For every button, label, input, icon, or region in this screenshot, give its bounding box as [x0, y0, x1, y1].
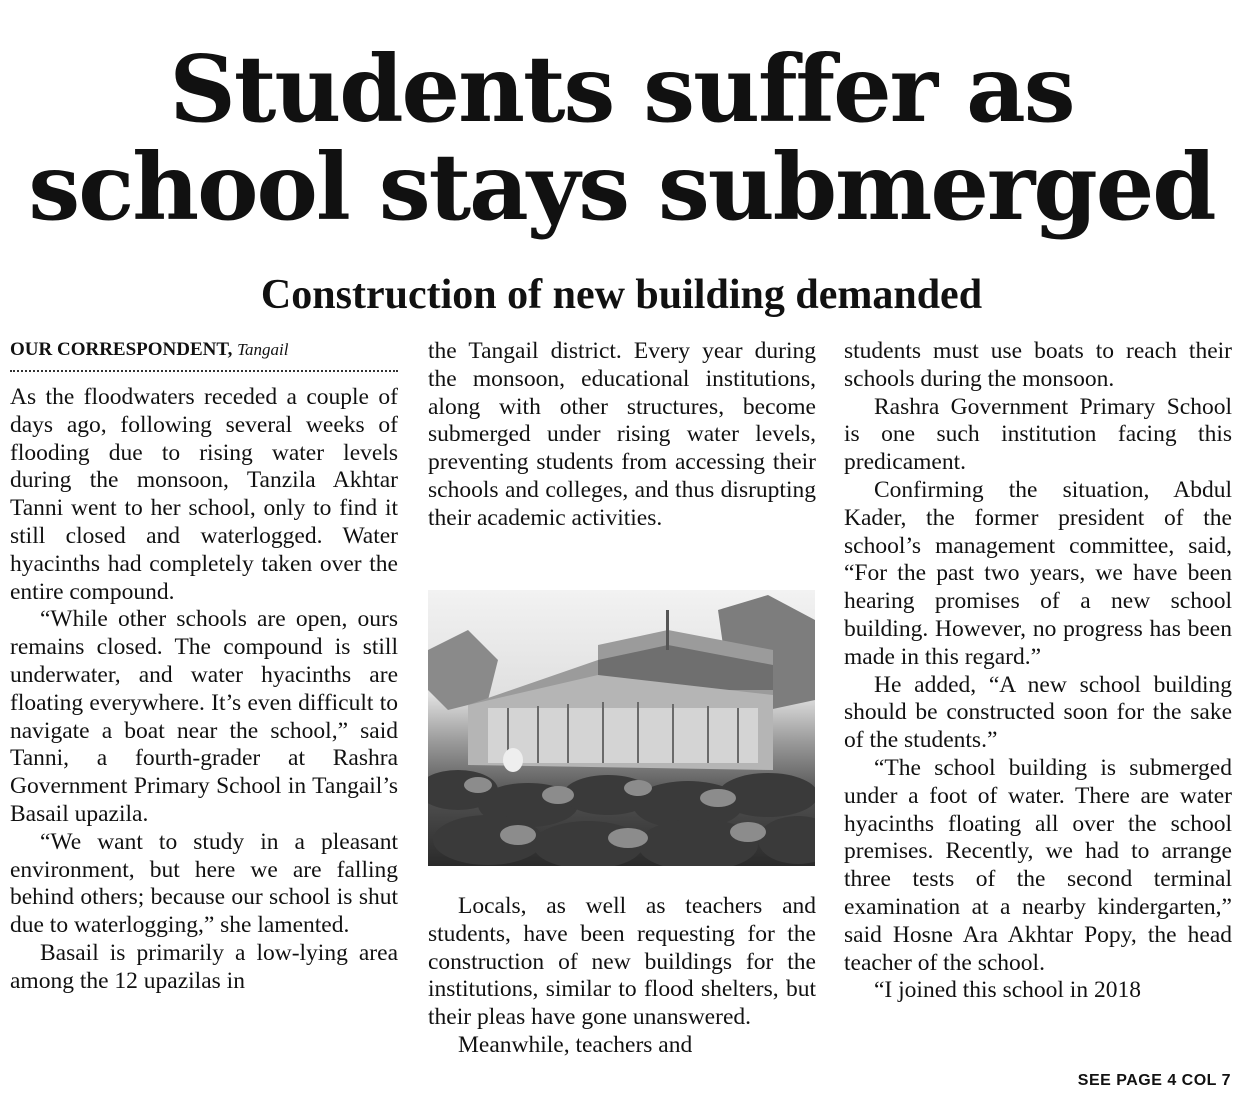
byline-author: OUR CORRESPONDENT, — [10, 339, 233, 360]
paragraph: He added, “A new school building should be constructed soon for the sake of the students.” — [844, 671, 1232, 754]
continuation-note: SEE PAGE 4 COL 7 — [1077, 1072, 1231, 1089]
column-3 — [844, 338, 1232, 1005]
paragraph: the Tangail district. Every year during the monsoon, educational institutions, along with other structures, become submerged under rising water levels, preventing students from accessing their schools and colleges, and thus disrupting their academic activities. — [428, 338, 816, 531]
paragraph: “I joined this school in 2018 — [874, 977, 1141, 1004]
flooded-school-illustration — [428, 590, 815, 866]
byline-place: Tangail — [237, 340, 289, 359]
paragraph: students must use boats to reach their schools during the monsoon. — [844, 338, 1232, 392]
paragraph: Confirming the situation, Abdul Kader, the former president of the school’s management committee, said, “For the past two years, we have been hearing promises of a new school building. However, no progress has been made in this regard.” — [844, 476, 1232, 670]
paragraph: “We want to study in a pleasant environment, but here we are falling behind others; because our school is shut due to waterlogging,” she lamented. — [10, 828, 398, 939]
column-1 — [10, 338, 398, 996]
paragraph: “The school building is submerged under a foot of water. There are water hyacinths floating all over the school premises. Recently, we had to arrange three tests of the second terminal examination at a nearby kindergarten,” said Hosne Ara Akhtar Popy, the head teacher of the school. — [844, 754, 1232, 976]
headline — [0, 35, 1243, 241]
paragraph: As the floodwaters receded a couple of days ago, following several weeks of flooding due to rising water levels during the monsoon, Tanzila Akhtar Tanni went to her school, only to find it still closed and waterlogged. Water hyacinths had completely taken over the entire compound. — [10, 384, 398, 605]
paragraph: Meanwhile, teachers and — [458, 1031, 693, 1058]
paragraph: Locals, as well as teachers and students, have been requesting for the construction of new buildings for the institutions, similar to flood shelters, but their pleas have gone unanswered. — [428, 893, 816, 1031]
column-2-continued — [428, 893, 816, 1060]
paragraph: Basail is primarily a low-lying area among the 12 upazilas in — [10, 939, 398, 994]
byline — [10, 338, 398, 372]
headline-line-2: school stays submerged — [28, 133, 1215, 241]
paragraph: “While other schools are open, ours remains closed. The compound is still underwater, and water hyacinths are floating everywhere. It’s even difficult to navigate a boat near the school,” said Tanni, a fourth-grader at Rashra Government Primary School in Tangail’s Basail upazila. — [10, 606, 398, 827]
subheadline: Construction of new building demanded — [260, 272, 983, 318]
paragraph: Rashra Government Primary School is one such institution facing this predicament. — [844, 393, 1232, 476]
school-photo — [428, 590, 815, 866]
column-2 — [428, 338, 816, 533]
headline-line-1: Students suffer as — [169, 35, 1074, 143]
